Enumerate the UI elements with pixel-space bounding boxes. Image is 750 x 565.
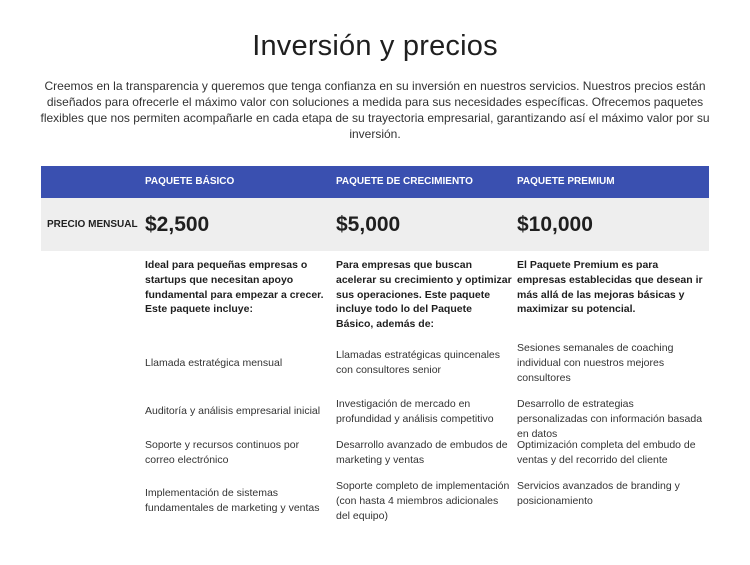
- header-growth-package: PAQUETE DE CRECIMIENTO: [336, 176, 473, 187]
- feature-basic-2: Auditoría y análisis empresarial inicial: [145, 405, 321, 417]
- header-basic-package: PAQUETE BÁSICO: [145, 176, 235, 187]
- intro-paragraph: Creemos en la transparencia y queremos que tenga confianza en su inversión en nuestros servicios. Nuestros precios están diseñados para ofrecerle el máximo valor con soluciones a medida para sus necesidades específicas. Ofrecemos paquetes flexibles que nos permiten acompañarle en cada etapa de su trayectoria empresarial, garantizando así el máximo valor por su inversión.: [40, 79, 710, 141]
- description-premium: El Paquete Premium es para empresas establecidas que desean ir más allá de las mejoras básicas y maximizar su potencial.: [517, 259, 703, 316]
- header-premium-package: PAQUETE PREMIUM: [517, 176, 615, 187]
- feature-growth-3: Desarrollo avanzado de embudos de marketing y ventas: [336, 439, 508, 466]
- feature-premium-4: Servicios avanzados de branding y posicionamiento: [517, 480, 680, 507]
- monthly-price-row: [41, 198, 709, 251]
- price-growth: $5,000: [336, 213, 401, 236]
- feature-premium-1: Sesiones semanales de coaching individual con nuestros mejores consultores: [517, 342, 674, 384]
- feature-basic-3: Soporte y recursos continuos por correo electrónico: [145, 439, 300, 466]
- feature-growth-1: Llamadas estratégicas quincenales con consultores senior: [336, 349, 501, 376]
- page-title: Inversión y precios: [252, 30, 498, 62]
- feature-growth-4: Soporte completo de implementación (con hasta 4 miembros adicionales del equipo): [336, 480, 510, 522]
- feature-basic-1: Llamada estratégica mensual: [145, 357, 283, 369]
- description-growth: Para empresas que buscan acelerar su crecimiento y optimizar sus operaciones. Este paquete incluye todo lo del Paquete Básico, además de:: [336, 259, 512, 331]
- feature-premium-2: Desarrollo de estrategias personalizadas con información basada en datos: [517, 398, 703, 440]
- monthly-price-label: PRECIO MENSUAL: [47, 219, 138, 230]
- price-basic: $2,500: [145, 213, 210, 236]
- feature-growth-2: Investigación de mercado en profundidad y análisis competitivo: [336, 398, 494, 425]
- price-premium: $10,000: [517, 213, 593, 236]
- pricing-table-header: [41, 166, 709, 198]
- feature-premium-3: Optimización completa del embudo de ventas y del recorrido del cliente: [517, 439, 696, 466]
- description-basic: Ideal para pequeñas empresas o startups que necesitan apoyo fundamental para empezar a crecer. Este paquete incluye:: [145, 259, 324, 316]
- feature-basic-4: Implementación de sistemas fundamentales de marketing y ventas: [145, 487, 320, 514]
